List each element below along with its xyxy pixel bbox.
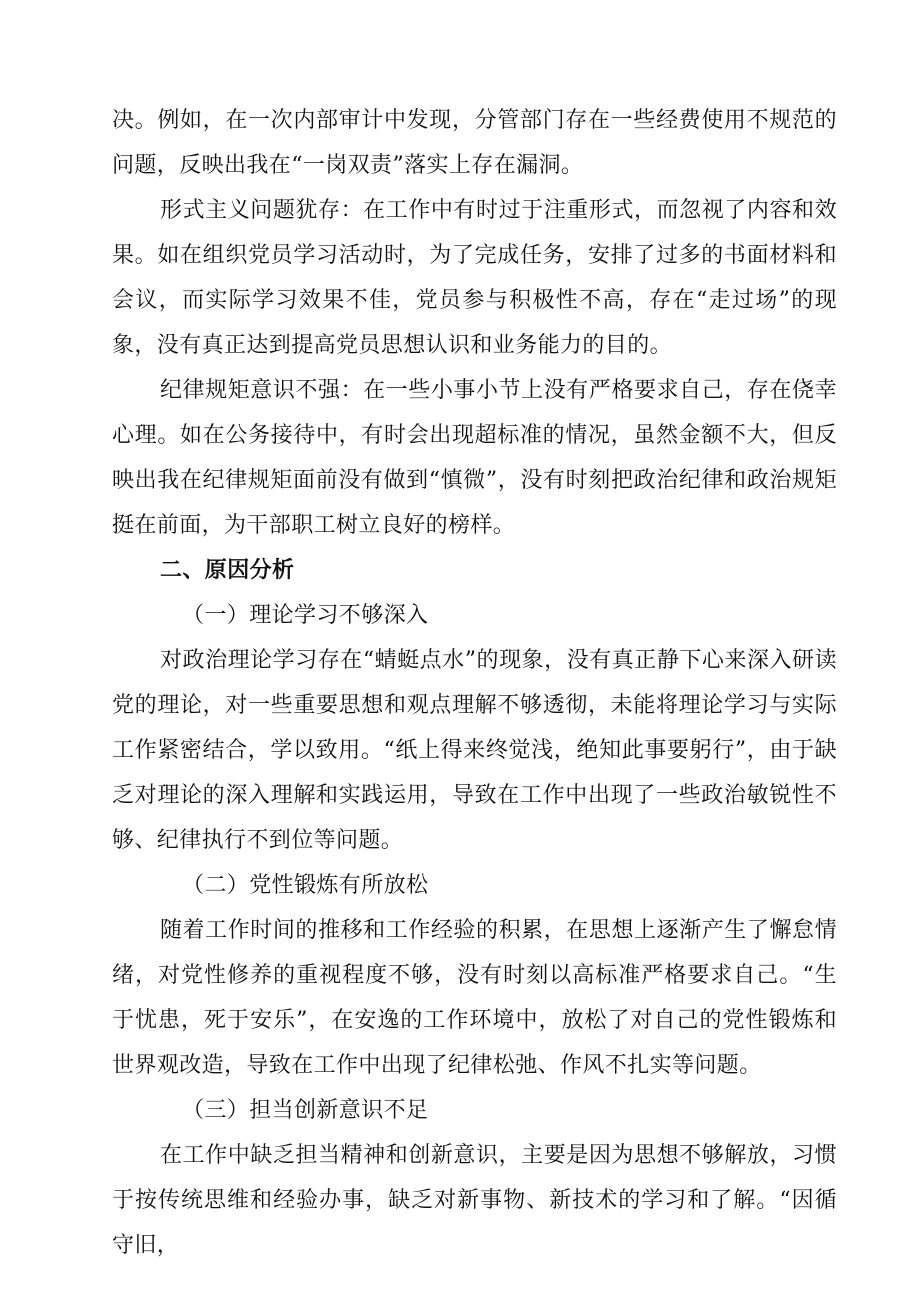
subheading-innovation: （三）担当创新意识不足 (182, 1098, 429, 1123)
paragraph-theory-study: 对政治理论学习存在“蜻蜓点水”的现象，没有真正静下心来深入研读党的理论，对一些重要思想和观点理解不够透彻，未能将理论学习与实际工作紧密结合，学以致用。“纸上得来终觉浅，绝知此事要躬行”，由于缺乏对理论的深入理解和实践运用，导致在工作中出现了一些政治敏锐性不够、纪律执行不到位等问题。 (112, 648, 837, 853)
paragraph-innovation: 在工作中缺乏担当精神和创新意识，主要是因为思想不够解放，习惯于按传统思维和经验办事，缺乏对新事物、新技术的学习和了解。“因循守旧， (112, 1143, 837, 1258)
paragraph-continuation: 决。例如，在一次内部审计中发现，分管部门存在一些经费使用不规范的问题，反映出我在“一岗双责”落实上存在漏洞。 (112, 108, 837, 178)
subheading-party-spirit: （二）党性锻炼有所放松 (182, 873, 429, 898)
subheading-theory-study: （一）理论学习不够深入 (182, 603, 429, 628)
paragraph-discipline: 纪律规矩意识不强：在一些小事小节上没有严格要求自己，存在侥幸心理。如在公务接待中，有时会出现超标准的情况，虽然金额不大，但反映出我在纪律规矩面前没有做到“慎微”，没有时刻把政治纪律和政治规矩挺在前面，为干部职工树立良好的榜样。 (112, 378, 837, 538)
paragraph-party-spirit: 随着工作时间的推移和工作经验的积累，在思想上逐渐产生了懈怠情绪，对党性修养的重视程度不够，没有时刻以高标准严格要求自己。“生于忧患，死于安乐”，在安逸的工作环境中，放松了对自己的党性锻炼和世界观改造，导致在工作中出现了纪律松弛、作风不扎实等问题。 (112, 918, 837, 1078)
section-heading-cause-analysis: 二、原因分析 (160, 557, 295, 583)
paragraph-formalism: 形式主义问题犹存：在工作中有时过于注重形式，而忽视了内容和效果。如在组织党员学习活动时，为了完成任务，安排了过多的书面材料和会议，而实际学习效果不佳，党员参与积极性不高，存在“走过场”的现象，没有真正达到提高党员思想认识和业务能力的目的。 (112, 198, 837, 358)
document-body (112, 98, 837, 1268)
